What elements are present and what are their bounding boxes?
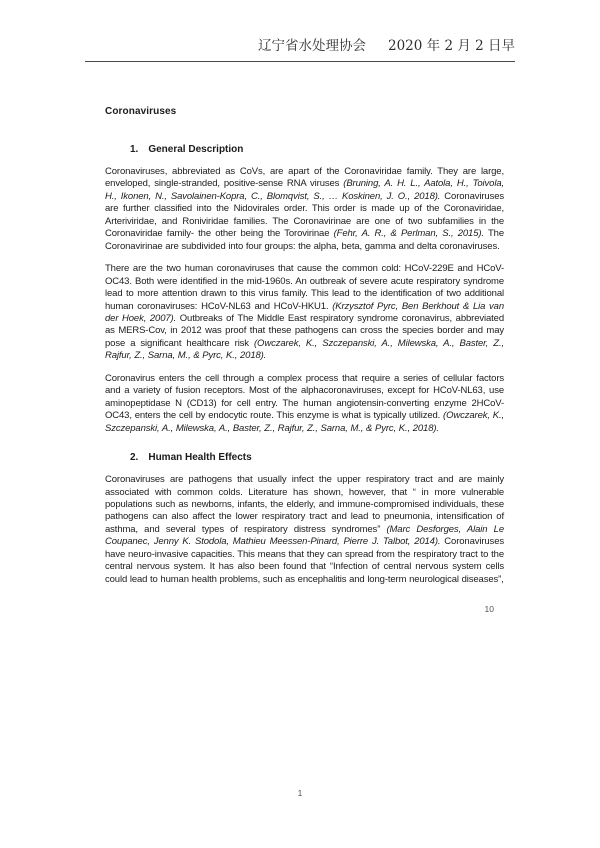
section-2-heading	[105, 452, 504, 463]
footer-page-number: 1	[297, 788, 303, 798]
section-1-title: General Description	[148, 144, 244, 155]
inner-page-number: 10	[484, 604, 494, 615]
header-date: 2020 年 2 月 2 日早	[388, 38, 515, 54]
section-1-paragraph-2: There are the two human coronaviruses that cause the common cold: HCoV-229E and HCoV-OC43. Both were identified in the mid-1960s. An outbreak of severe acute respiratory syndrome lead to more attention drawn to this virus family. This lead to the identification of two additional human coronaviruses: HCoV-NL63 and HCoV-HKU1. (Krzysztof Pyrc, Ben Berkhout & Lia van der Hoek, 2007). Outbreaks of The Middle East respiratory syndrome coronavirus, abbreviated as MERS-Cov, in 2012 was proof that these pathogens can cross the species border and may pose a significant healthcare risk (Owczarek, K., Szczepanski, A., Milewska, A., Baster, Z., Rajfur, Z., Sarna, M., & Pyrc, K., 2018).	[105, 263, 504, 362]
section-1-paragraph-3: Coronavirus enters the cell through a complex process that require a series of cellular factors and a variety of fusion receptors. Most of the alphacoronaviruses, except for HCoV-NL63, use aminopeptidase N (CD13) for cell entry. The human angiotensin-converting enzyme 2HCoV-OC43, enters the cell by endocytic route. This enzyme is what is typically utilized. (Owczarek, K., Szczepanski, A., Milewska, A., Baster, Z., Rajfur, Z., Sarna, M., & Pyrc, K., 2018).	[105, 372, 504, 434]
section-1-heading	[105, 144, 504, 155]
section-1-paragraph-1: Coronaviruses, abbreviated as CoVs, are apart of the Coronaviridae family. They are large, enveloped, single-stranded, positive-sense RNA viruses (Bruning, A. H. L., Aatola, H., Toivola, H., Ikonen, N., Savolainen-Kopra, C., Blomqvist, S., … Koskinen, J. O., 2018). Coronaviruses are further classified into the Nidovirales order. This order is made up of the Coronaviridae, Arteriviridae, and Roniviridae families. The Coronavirinae are one of two subfamilies in the Coronaviridae family- the other being the Torovirinae (Fehr, A. R., & Perlman, S., 2015). The Coronavirinae are subdivided into four groups: the alpha, beta, gamma and delta coronaviruses.	[105, 166, 504, 252]
section-2-number: 2.	[130, 452, 139, 464]
section-2-paragraph-1: Coronaviruses are pathogens that usually infect the upper respiratory tract and are mainly associated with common colds. Literature has shown, however, that “ in more vulnerable populations such as newborns, infants, the elderly, and immune-compromised individuals, these pathogens can also affect the lower respiratory tract and lead to pneumonia, intensification of asthma, and several types of respiratory distress syndromes” (Marc Desforges, Alain Le Coupanec, Jenny K. Stodola, Mathieu Meessen-Pinard, Pierre J. Talbot, 2014). Coronaviruses have neuro-invasive capacities. This means that they can spread from the respiratory tract to the central nervous system. It has also been found that “Infection of central nervous system cells could lead to human health problems, such as encephalitis and long-term neurological diseases”,	[105, 474, 504, 585]
section-1-number: 1.	[130, 144, 139, 155]
section-2-title: Human Health Effects	[148, 452, 252, 464]
header-organization: 辽宁省水处理协会	[258, 38, 366, 54]
page-header	[85, 34, 515, 62]
document-title: Coronaviruses	[105, 106, 177, 117]
document-body	[105, 106, 504, 614]
